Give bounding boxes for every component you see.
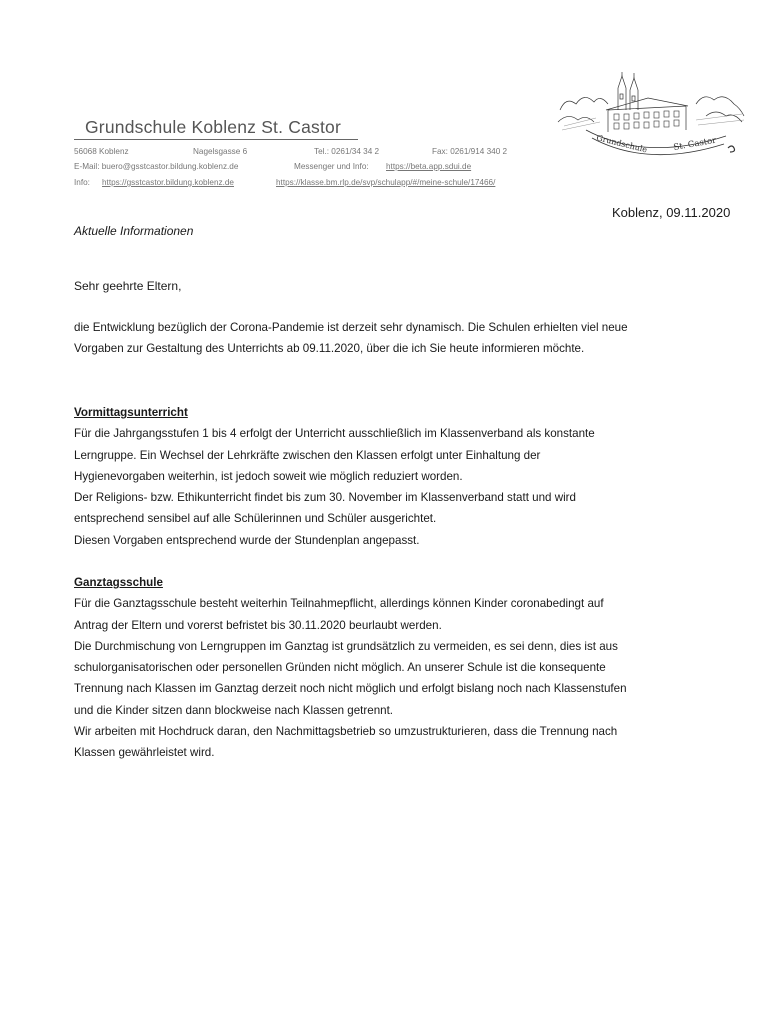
section-line: Diesen Vorgaben entsprechend wurde der Stundenplan angepasst. (74, 533, 420, 547)
section-line: Die Durchmischung von Lerngruppen im Ganztag ist grundsätzlich zu vermeiden, es sei denn, dies ist aus (74, 639, 618, 653)
logo-text-left: Grundschule (595, 133, 648, 155)
section-line: schulorganisatorischen oder personellen Gründen nicht möglich. An unserer Schule ist die konsequente (74, 661, 606, 675)
section-line: Antrag der Eltern und vorerst befristet bis 30.11.2020 beurlaubt werden. (74, 618, 442, 632)
info-label: Info: (74, 178, 90, 187)
section-line: Lerngruppe. Ein Wechsel der Lehrkräfte zwischen den Klassen erfolgt unter Einhaltung der (74, 448, 541, 462)
messenger-label: Messenger und Info: (294, 162, 369, 171)
section-line: Für die Jahrgangsstufen 1 bis 4 erfolgt der Unterricht ausschließlich im Klassenverband als konstante (74, 427, 595, 441)
section-line: Hygienevorgaben weiterhin, ist jedoch soweit wie möglich reduziert worden. (74, 469, 463, 483)
section-line: Für die Ganztagsschule besteht weiterhin Teilnahmepflicht, allerdings können Kinder coronabedingt auf (74, 597, 604, 611)
info-link[interactable]: https://gsstcastor.bildung.koblenz.de (102, 178, 234, 187)
section-title-ganztag: Ganztagsschule (74, 576, 163, 589)
salutation: Sehr geehrte Eltern, (74, 279, 182, 293)
section-line: Trennung nach Klassen im Ganztag derzeit noch nicht möglich und erfolgt bislang noch nach Klassenstufen (74, 682, 627, 696)
street: Nagelsgasse 6 (193, 147, 248, 156)
letter-date: Koblenz, 09.11.2020 (612, 205, 731, 220)
section-vormittag (74, 402, 714, 551)
letterhead-divider (74, 139, 358, 140)
section-line: Der Religions- bzw. Ethikunterricht findet bis zum 30. November im Klassenverband statt und wird (74, 491, 576, 505)
letter-subject: Aktuelle Informationen (74, 224, 194, 238)
section-line: Wir arbeiten mit Hochdruck daran, den Nachmittagsbetrieb so umzustrukturieren, dass die Trennung nach (74, 725, 618, 739)
section-line: entsprechend sensibel auf alle Schülerinnen und Schüler ausgerichtet. (74, 512, 437, 526)
email: E-Mail: buero@gsstcastor.bildung.koblenz.de (74, 162, 239, 171)
phone: Tel.: 0261/34 34 2 (314, 147, 380, 156)
postcode-city: 56068 Koblenz (74, 147, 129, 156)
logo-text-right: St. Castor (672, 135, 718, 153)
school-name: Grundschule Koblenz St. Castor (85, 117, 341, 137)
intro-paragraph (74, 317, 714, 360)
section-line: und die Kinder sitzen dann blockweise nach Klassen getrennt. (74, 703, 394, 717)
section-title-vormittag: Vormittagsunterricht (74, 406, 188, 419)
intro-line: die Entwicklung bezüglich der Corona-Pandemie ist derzeit sehr dynamisch. Die Schulen erhielten viel neue (74, 321, 628, 334)
school-logo-drawing (556, 70, 748, 162)
section-ganztag (74, 572, 714, 764)
messenger-link[interactable]: https://beta.app.sdui.de (386, 162, 472, 171)
section-line: Klassen gewährleistet wird. (74, 746, 215, 760)
intro-line: Vorgaben zur Gestaltung des Unterrichts ab 09.11.2020, über die ich Sie heute informieren möchte. (74, 342, 585, 356)
klasse-link[interactable]: https://klasse.bm.rlp.de/svp/schulapp/#/meine-schule/17466/ (276, 178, 496, 187)
fax: Fax: 0261/914 340 2 (432, 147, 508, 156)
